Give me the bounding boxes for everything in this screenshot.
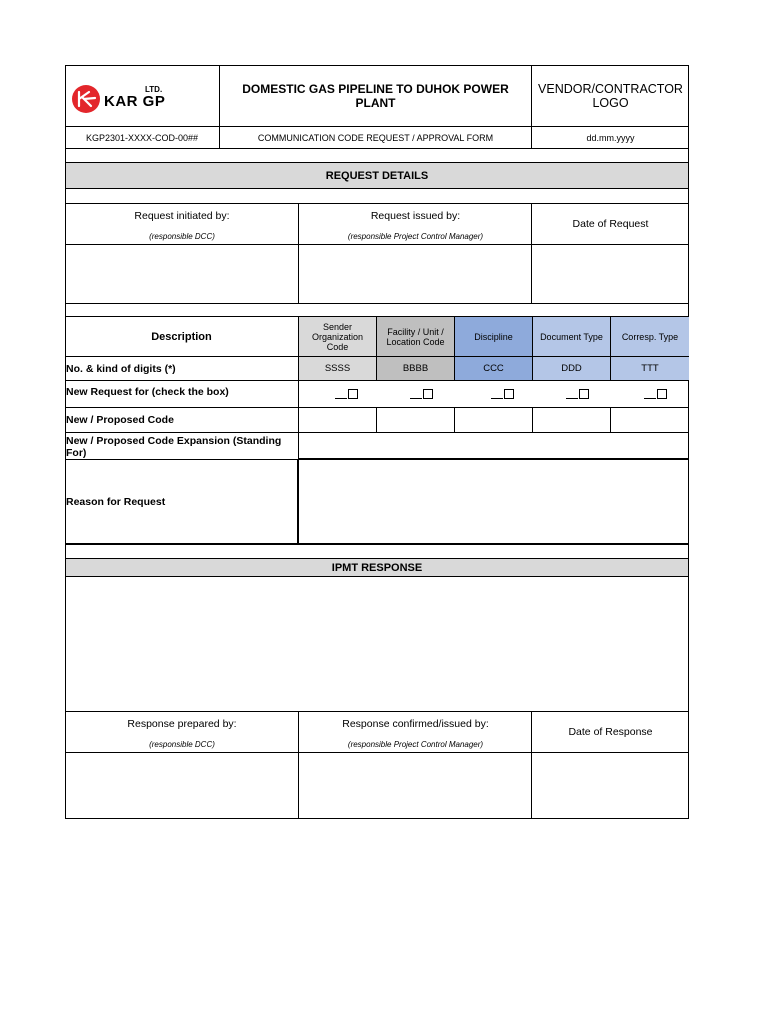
- checkbox-facility[interactable]: [377, 381, 455, 407]
- digits-sender: SSSS: [299, 357, 377, 381]
- proposed-code-facility-field[interactable]: [377, 407, 455, 433]
- ipmt-response-field[interactable]: [65, 577, 689, 712]
- spacer-row: [65, 189, 689, 204]
- digits-discipline: CCC: [455, 357, 533, 381]
- proposed-code-corresp-type-field[interactable]: [611, 407, 689, 433]
- digits-document-type: DDD: [533, 357, 611, 381]
- digits-facility: BBBB: [377, 357, 455, 381]
- spacer-row: [65, 545, 689, 559]
- confirmed-by-label: Response confirmed/issued by:: [342, 718, 489, 730]
- prepared-by-note: (responsible DCC): [149, 740, 215, 749]
- confirmed-by-note: (responsible Project Control Manager): [347, 740, 484, 749]
- col-header-corresp-type: Corresp. Type: [611, 317, 689, 357]
- proposed-code-document-type-field[interactable]: [533, 407, 611, 433]
- proposed-code-label: New / Proposed Code: [65, 408, 299, 433]
- logo-name: KAR GP: [104, 93, 166, 110]
- checkbox-document-type[interactable]: [533, 381, 611, 407]
- digits-corresp-type: TTT: [611, 357, 689, 381]
- expansion-label: New / Proposed Code Expansion (Standing For): [65, 433, 299, 460]
- response-signatories: [65, 712, 689, 819]
- logo-cell: [65, 65, 220, 127]
- initiated-by-cell: [65, 204, 299, 245]
- prepared-by-signature-field[interactable]: [65, 753, 299, 819]
- request-details-heading: REQUEST DETAILS: [66, 163, 688, 189]
- spacer-row: [65, 149, 689, 163]
- digits-label: No. & kind of digits (*): [65, 357, 299, 381]
- header-row: [65, 65, 689, 127]
- confirmed-by-cell: [299, 712, 532, 753]
- checkbox-discipline[interactable]: [455, 381, 533, 407]
- col-header-document-type: Document Type: [533, 317, 611, 357]
- project-title: DOMESTIC GAS PIPELINE TO DUHOK POWER PLANT: [220, 65, 532, 127]
- document-number: KGP2301-XXXX-COD-00##: [65, 127, 220, 149]
- col-header-discipline: Discipline: [455, 317, 533, 357]
- proposed-code-discipline-field[interactable]: [455, 407, 533, 433]
- prepared-by-label: Response prepared by:: [127, 718, 237, 730]
- issued-by-signature-field[interactable]: [299, 245, 532, 304]
- vendor-logo-placeholder: VENDOR/CONTRACTOR LOGO: [532, 65, 689, 127]
- code-table: [65, 317, 689, 545]
- expansion-field[interactable]: [299, 433, 689, 460]
- ipmt-response-heading: IPMT RESPONSE: [66, 559, 688, 577]
- doc-info-row: [65, 127, 689, 149]
- date-of-request-field[interactable]: [532, 245, 689, 304]
- confirmed-by-signature-field[interactable]: [299, 753, 532, 819]
- date-of-response-label: Date of Response: [532, 712, 689, 753]
- checkbox-sender[interactable]: [299, 381, 377, 407]
- new-request-label: New Request for (check the box): [65, 381, 299, 407]
- col-header-sender: Sender Organization Code: [299, 317, 377, 357]
- reason-field[interactable]: [299, 460, 689, 545]
- reason-label: Reason for Request: [65, 460, 299, 545]
- initiated-by-signature-field[interactable]: [65, 245, 299, 304]
- date-of-response-field[interactable]: [532, 753, 689, 819]
- logo-ltd: LTD.: [145, 85, 163, 94]
- spacer-row: [65, 304, 689, 317]
- prepared-by-cell: [65, 712, 299, 753]
- issued-by-note: (responsible Project Control Manager): [347, 232, 484, 241]
- form-title: COMMUNICATION CODE REQUEST / APPROVAL FORM: [220, 127, 532, 149]
- document-date: dd.mm.yyyy: [532, 127, 689, 149]
- issued-by-label: Request issued by:: [370, 210, 461, 222]
- kargp-logo-icon: [71, 84, 101, 114]
- issued-by-cell: [299, 204, 532, 245]
- date-of-request-label: Date of Request: [532, 204, 689, 245]
- checkbox-corresp-type[interactable]: [611, 381, 689, 407]
- initiated-by-note: (responsible DCC): [149, 232, 215, 241]
- col-header-facility: Facility / Unit / Location Code: [377, 317, 455, 357]
- request-signatories: [65, 204, 689, 304]
- initiated-by-label: Request initiated by:: [134, 210, 230, 222]
- proposed-code-sender-field[interactable]: [299, 407, 377, 433]
- description-header: Description: [65, 317, 299, 357]
